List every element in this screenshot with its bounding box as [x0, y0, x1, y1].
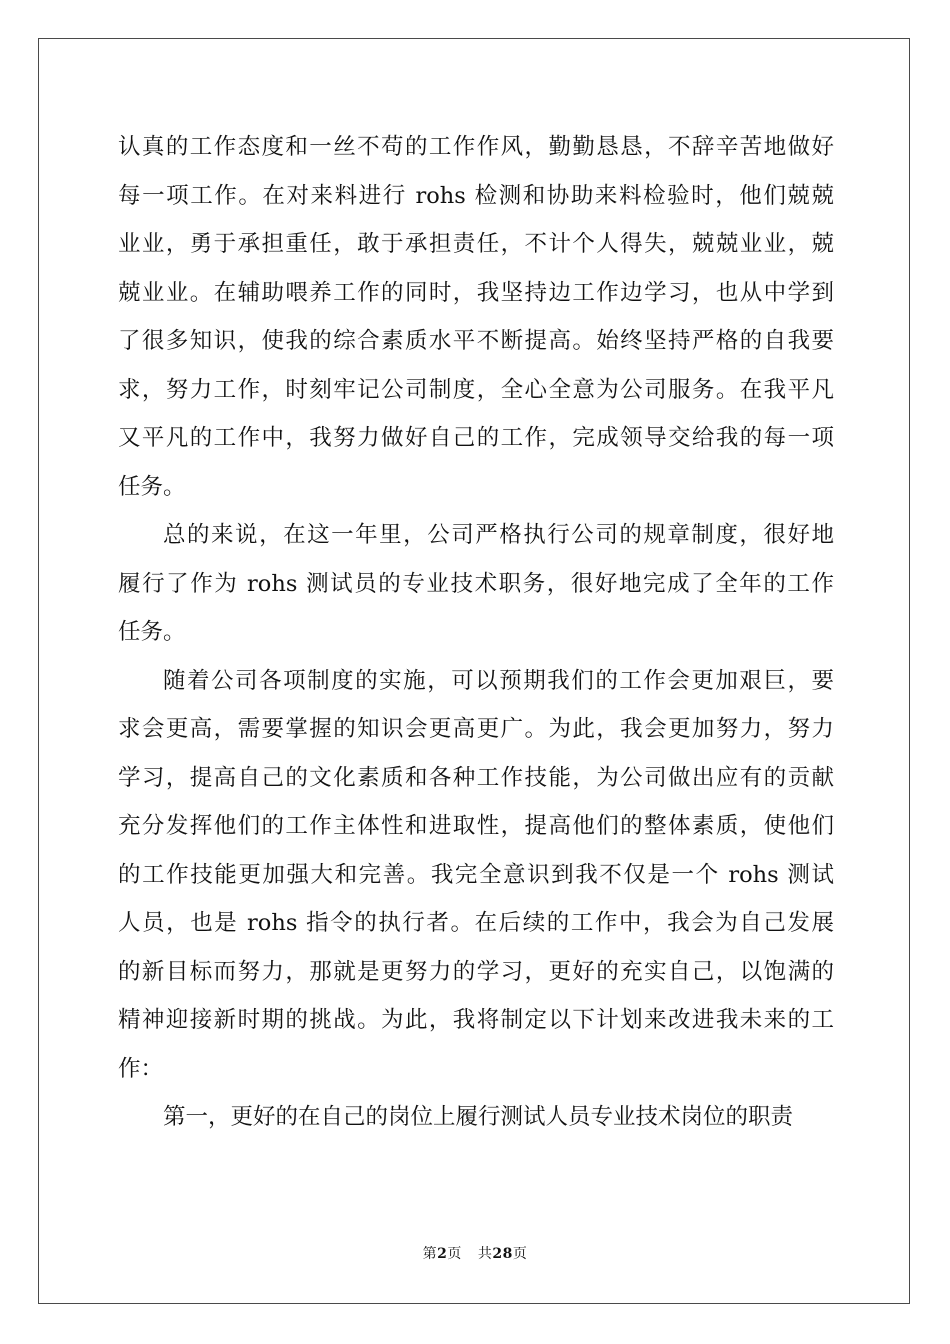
text-line: 的工作技能更加强大和完善。我完全意识到我不仅是一个 rohs 测试	[118, 861, 834, 888]
total-prefix: 共	[477, 1246, 493, 1262]
text-line: 学习，提高自己的文化素质和各种工作技能，为公司做出应有的贡献	[118, 764, 834, 791]
total-pages: 28	[492, 1246, 513, 1262]
page-prefix: 第	[422, 1246, 438, 1262]
text-line: 充分发挥他们的工作主体性和进取性，提高他们的整体素质，使他们	[118, 813, 834, 839]
text-line: 求会更高，需要掌握的知识会更高更广。为此，我会更加努力，努力	[118, 716, 834, 742]
text-line: 了很多知识，使我的综合素质水平不断提高。始终坚持严格的自我要	[118, 328, 834, 354]
text-line: 人员，也是 rohs 指令的执行者。在后续的工作中，我会为自己发展	[118, 910, 834, 936]
paragraph-start-line: 第一，更好的在自己的岗位上履行测试人员专业技术岗位的职责	[163, 1104, 794, 1130]
text-line: 任务。	[118, 619, 186, 645]
text-line: 求，努力工作，时刻牢记公司制度，全心全意为公司服务。在我平凡	[118, 376, 834, 403]
text-line: 兢业业。在辅助喂养工作的同时，我坚持边工作边学习，也从中学到	[118, 279, 834, 306]
document-body	[118, 123, 834, 1142]
paragraph-start-line: 总的来说，在这一年里，公司严格执行公司的规章制度，很好地	[163, 522, 834, 548]
text-line: 又平凡的工作中，我努力做好自己的工作，完成领导交给我的每一项	[118, 425, 834, 451]
text-line: 每一项工作。在对来料进行 rohs 检测和协助来料检验时，他们兢兢	[118, 182, 834, 209]
text-line: 认真的工作态度和一丝不苟的工作作风，勤勤恳恳，不辞辛苦地做好	[118, 134, 834, 160]
text-line: 作：	[118, 1055, 164, 1082]
text-line: 精神迎接新时期的挑战。为此，我将制定以下计划来改进我未来的工	[118, 1007, 834, 1033]
page-suffix: 页	[447, 1246, 462, 1262]
page-number: 2	[437, 1246, 448, 1262]
total-suffix: 页	[512, 1246, 528, 1262]
paragraph-start-line: 随着公司各项制度的实施，可以预期我们的工作会更加艰巨，要	[163, 667, 834, 694]
text-line: 业业，勇于承担重任，敢于承担责任，不计个人得失，兢兢业业，兢	[118, 231, 834, 257]
page-footer	[0, 1243, 950, 1263]
text-line: 履行了作为 rohs 测试员的专业技术职务，很好地完成了全年的工作	[118, 570, 834, 597]
text-line: 的新目标而努力，那就是更努力的学习，更好的充实自己，以饱满的	[118, 958, 834, 985]
text-line: 任务。	[118, 473, 186, 500]
